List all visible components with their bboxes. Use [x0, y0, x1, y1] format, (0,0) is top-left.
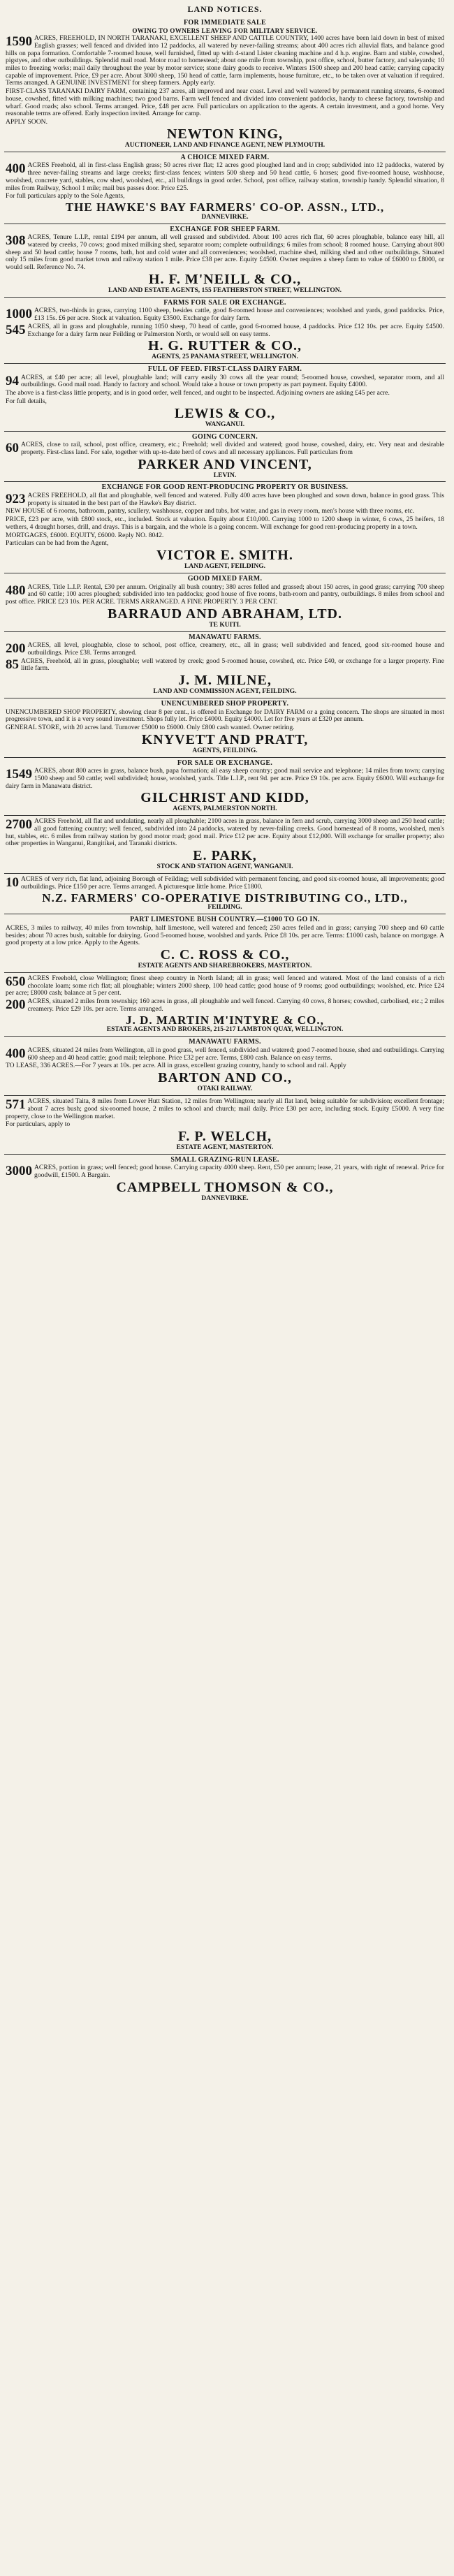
advertiser-address: AGENTS, FEILDING.: [192, 747, 258, 754]
notice-hg-rutter: [4, 298, 446, 364]
paragraph-text: ACRES Freehold, all in first-class English grass; 50 acres river flat; 12 acres good ploughed land and in crop; subdivided into 12 paddocks, watered by three never-failing streams and large creeks; first-class fences; winters 500 sheep and 50 head cattle, 6 horses; good five-roomed house, washhouse, woolshed, concrete yard, stables, cow shed, woolshed, etc., all buildings in good order. School, post office, railway station, township handy. Splendid situation, 8 miles from Railway, School 1 mile; mail bus passes door. Price £25.: [6, 161, 444, 192]
paragraph-text: For particulars, apply to: [6, 1120, 71, 1129]
notice-paragraph: [6, 1121, 444, 1129]
paragraph-text: ACRES Freehold, all flat and undulating, nearly all ploughable; 2100 acres in grass, balance in fern and scrub, carrying 3000 sheep and 250 head cattle; all good fattening country; well fenced, subdivided into 24 paddocks, watered by never-failing creeks. Good homestead of 8 rooms, woolshed, men's hut, stables, etc. 6 miles from railway station by good motor road; good mail. Price £12 per acre. Equity about £12,000. Will exchange for smaller property; also other properties in Wanganui, Rangitikei, and Taranaki districts.: [6, 817, 444, 848]
notices-list: [4, 17, 446, 1205]
paragraph-text: ACRES, situated Taita, 8 miles from Lower Hutt Station, 12 miles from Wellington; nearly all flat land, being suitable for subdivision; excellent frontage; about 7 acres bush; good six-roomed house, 2 miles to school and church; mail daily. Price £30 per acre, including stock. Equity £5000. A very fine property, close to the Wellington market.: [6, 1097, 444, 1120]
advertiser-address: ESTATE AGENTS AND SHAREBROKERS, MASTERTON.: [138, 963, 312, 970]
paragraph-text: PRICE, £23 per acre, with £800 stock, etc., included. Stock at valuation. Equity about £10,000. Carrying 1000 to 1200 sheep in winter, 6 cows, 25 heifers, 18 wethers, 4 draught horses, drill, and drays. This is a bargain, and the whole is a going concern. Will exchange for good rent-producing property in a town.: [6, 515, 444, 531]
notice-heading: PART LIMESTONE BUSH COUNTRY.—£1000 TO GO IN.: [130, 916, 320, 924]
advertiser-name: PARKER AND VINCENT,: [138, 456, 312, 472]
advertiser-name: NEWTON KING,: [166, 126, 284, 142]
notice-paragraph: [6, 390, 444, 397]
advertiser-name: J. M. MILNE,: [178, 673, 272, 689]
paragraph-text: ACRES of very rich, flat land, adjoining Borough of Feilding; well subdivided with permanent fencing, and good six-roomed house, all improvements; good outbuildings. Price £150 per acre. Terms arranged. A picturesque little home. Price £1800.: [21, 875, 444, 891]
advertiser-address: AGENTS, PALMERSTON NORTH.: [173, 805, 277, 813]
notice-heading: UNENCUMBERED SHOP PROPERTY.: [161, 700, 289, 708]
advertiser-name: H. G. RUTTER & CO.,: [147, 338, 302, 354]
paragraph-text: ACRES, situated 2 miles from township; 160 acres in grass, all ploughable and well fenced. Carrying 40 cows, 8 horses; cowshed, carbolised, etc.; 2 miles creamery. Price £29 10s. per acre. Terms arranged.: [27, 997, 444, 1013]
advertiser-name: CAMPBELL THOMSON & CO.,: [116, 1179, 334, 1195]
notice-barton-co: [4, 1037, 446, 1096]
notice-hf-mneill: [4, 224, 446, 298]
notice-hawkes-bay-farmers: [4, 152, 446, 224]
advertiser-address: OTAKI RAILWAY.: [197, 1085, 253, 1093]
notice-paragraph: [6, 975, 444, 997]
notice-paragraph: [6, 1062, 444, 1070]
advertiser-name: GILCHRIST AND KIDD,: [140, 790, 309, 806]
paragraph-text: For full particulars apply to the Sole Agents,: [6, 192, 125, 200]
notice-barraud-abraham: [4, 573, 446, 632]
paragraph-text: ACRES, close to rail, school, post office, creamery, etc.; Freehold; well divided and watered; good house, cowshed, dairy, etc. Very neat and desirable property. First-class land. For sale, together with up-to-date herd of cows and all necessary appliances. Full particulars from: [21, 441, 444, 456]
advertiser-name: C. C. ROSS & CO.,: [160, 947, 290, 963]
acreage-figure: 923: [6, 491, 26, 506]
acreage-figure: 85: [6, 657, 19, 672]
advertiser-name: N.Z. FARMERS' CO-OPERATIVE DISTRIBUTING CO., LTD.,: [42, 891, 408, 905]
notice-paragraph: [6, 642, 444, 657]
acreage-figure: 60: [6, 441, 19, 456]
acreage-figure: 480: [6, 583, 26, 598]
notice-fp-welch: [4, 1096, 446, 1155]
paragraph-text: ACRES, FREEHOLD, IN NORTH TARANAKI, EXCELLENT SHEEP AND CATTLE COUNTRY, 1400 acres have been laid down in best of mixed English grasses; well fenced and divided into 12 paddocks, all watered by never-failing streams; about 400 acres rich alluvial flats, and balance good hills on papa formation. Comfortable 7-roomed house, well furnished, fitted up with 4-stand Lister cleaning machine and 4 h.p. engine. Barn and stable, cowshed, pigstyes, and other outbuildings. Splendid mail road. Motor road to homestead; about one mile from township, post office, school, butter factory, and saleyards; 10 miles to freezing works; mail daily throughout the year by motor service; stone dairy goods to receive. Winters 1500 sheep and 200 head cattle; carrying capacity capable of improvement. Price, £9 per acre. About 3000 sheep, 150 head of cattle, farm implements, house furniture, etc., to be taken over at valuation if required. Terms arranged. A GENUINE INVESTMENT for sheep farmers. Apply early.: [6, 34, 444, 87]
notice-paragraph: [6, 709, 444, 724]
paragraph-text: ACRES, 3 miles to railway, 40 miles from township, half limestone, well watered and fenced; 250 acres felled and in grass; carrying 700 sheep and 60 cattle besides; about 70 acres bush, suitable for dairying. Good 5-roomed house, woolshed and yards. Price £8 10s. per acre. Terms: £1000 cash, balance on mortgage. A good property at a low price. Apply to the Agents.: [6, 923, 444, 947]
advertiser-name: BARRAUD AND ABRAHAM, LTD.: [108, 606, 342, 622]
notice-heading: EXCHANGE FOR SHEEP FARM.: [170, 225, 280, 233]
notice-heading: EXCHANGE FOR GOOD RENT-PRODUCING PROPERTY OR BUSINESS.: [101, 483, 349, 492]
advertiser-name: BARTON AND CO.,: [158, 1070, 292, 1086]
paragraph-text: ACRES, about 800 acres in grass, balance bush, papa formation; all easy sheep country; good mail service and telephone; 14 miles from town; carrying 1500 sheep and 50 cattle; well subdivided; house, woolshed, yards. Title L.I.P., rent 9d. per acre. Price £9 10s. per acre. Equity £6000. Will exchange for dairy farm in Manawatu district.: [6, 767, 444, 790]
notice-e-park: [4, 816, 446, 874]
notice-paragraph: [6, 35, 444, 87]
notice-paragraph: [6, 1098, 444, 1120]
acreage-figure: 400: [6, 161, 26, 177]
notice-heading: FOR IMMEDIATE SALE: [183, 19, 266, 27]
advertiser-address: STOCK AND STATION AGENT, WANGANUI.: [156, 863, 293, 871]
notice-heading: FOR SALE OR EXCHANGE.: [177, 759, 273, 767]
notice-paragraph: [6, 768, 444, 790]
notice-paragraph: [6, 193, 444, 200]
newspaper-column: [4, 3, 446, 2573]
advertiser-name: LEWIS & CO.,: [174, 405, 276, 421]
advertiser-address: LAND AND COMMISSION AGENT, FEILDING.: [153, 688, 297, 696]
acreage-figure: 545: [6, 322, 26, 337]
acreage-figure: 200: [6, 641, 26, 657]
notice-paragraph: [6, 658, 444, 673]
notice-j-m-milne: [4, 632, 446, 698]
notice-paragraph: [6, 724, 444, 732]
acreage-figure: 650: [6, 974, 26, 989]
notice-paragraph: [6, 1164, 444, 1179]
advertiser-address: ESTATE AGENT, MASTERTON.: [176, 1143, 274, 1151]
section-masthead: LAND NOTICES.: [187, 4, 263, 14]
notice-paragraph: [6, 876, 444, 891]
acreage-figure: 1549: [6, 767, 32, 782]
notice-paragraph: [6, 323, 444, 338]
advertiser-name: VICTOR E. SMITH.: [156, 548, 293, 564]
acreage-figure: 94: [6, 373, 19, 388]
notice-paragraph: [6, 516, 444, 531]
notice-heading: SMALL GRAZING-RUN LEASE.: [170, 1155, 279, 1164]
notice-paragraph: [6, 925, 444, 947]
notice-heading: A CHOICE MIXED FARM.: [180, 153, 270, 161]
notice-paragraph: [6, 584, 444, 606]
acreage-figure: 1000: [6, 307, 32, 322]
notice-paragraph: [6, 88, 444, 118]
notice-newton-king: [4, 17, 446, 152]
paragraph-text: MORTGAGES, £6000. EQUITY, £6000. Reply NO. 8042.: [6, 531, 164, 539]
acreage-figure: 10: [6, 875, 19, 891]
notice-parker-vincent: [4, 432, 446, 483]
advertiser-name: KNYVETT AND PRATT,: [141, 731, 309, 747]
notice-paragraph: [6, 162, 444, 192]
notice-heading: FARMS FOR SALE OR EXCHANGE.: [163, 298, 286, 307]
advertiser-name: F. P. WELCH,: [177, 1128, 272, 1144]
notice-victor-smith: [4, 482, 446, 573]
notice-knyvett-pratt: [4, 698, 446, 758]
advertiser-address: ESTATE AGENTS AND BROKERS, 215-217 LAMBTON QUAY, WELLINGTON.: [106, 1026, 344, 1034]
paragraph-text: ACRES Freehold, close Wellington; finest sheep country in North Island; all in grass; well fenced and watered. Most of the land consists of a rich chocolate loam; some rich flat; all ploughable; winters 2000 sheep, 100 head cattle; good house of 9 rooms; good outbuildings; woolshed, etc. Price £24 per acre; £8000 cash; balance at 5 per cent.: [6, 974, 444, 997]
notice-heading: OWING TO OWNERS LEAVING FOR MILITARY SERVICE.: [132, 27, 318, 34]
notice-jd-martin-mintyre: [4, 973, 446, 1037]
paragraph-text: GENERAL STORE, with 20 acres land. Turnover £5000 to £6000. Only £800 cash wanted. Owner retiring.: [6, 723, 295, 731]
paragraph-text: TO LEASE, 336 ACRES.—For 7 years at 10s. per acre. All in grass, excellent grazing country, handy to school and rail. Apply: [6, 1062, 346, 1070]
advertiser-address: WANGANUI.: [205, 420, 245, 428]
paragraph-text: ACRES, Tenure L.I.P., rental £194 per annum, all well grassed and subdivided. About 100 acres rich flat, 60 acres ploughable, balance easy hill, all watered by creeks, 70 cows; good mixed milking shed, separator room; complete outbuildings; 6 miles from school; 8 roomed house. Carrying about 800 sheep and 50 head cattle; house 7 rooms, bath, hot and cold water and all conveniences; woolshed, machine shed, milking shed and other outbuildings. Situated only 15 miles from good market town and railway station 1 mile. Price £38 per acre. Equity £4500. Owner requires a sheep farm to value of £6000 to £8000, or would sell. Reference No. 74.: [6, 233, 444, 272]
notice-campbell-thomson: [4, 1155, 446, 1205]
advertiser-name: THE HAWKE'S BAY FARMERS' CO-OP. ASSN., LTD.,: [65, 200, 385, 214]
acreage-figure: 3000: [6, 1164, 32, 1179]
advertiser-address: AUCTIONEER, LAND AND FINANCE AGENT, NEW PLYMOUTH.: [124, 141, 325, 149]
advertiser-address: DANNEVIRKE.: [201, 213, 249, 221]
acreage-figure: 2700: [6, 817, 32, 833]
advertiser-address: AGENTS, 25 PANAMA STREET, WELLINGTON.: [152, 353, 298, 361]
paragraph-text: ACRES, at £40 per acre; all level, ploughable land; will carry easily 30 cows all the year round; 5-roomed house, cowshed, separator room, and all outbuildings. Good mail road. Handy to factory and school. Would take a house or town property as part payment. Equity £4000.: [21, 373, 444, 389]
paragraph-text: ACRES, all level, ploughable, close to school, post office, creamery, etc., all in grass; well subdivided and fenced, good six-roomed house and outbuildings. Price £38. Terms arranged.: [27, 641, 444, 657]
notice-heading: MANAWATU FARMS.: [189, 1038, 261, 1046]
paragraph-text: ACRES FREEHOLD, all flat and ploughable, well fenced and watered. Fully 400 acres have been ploughed and sown down, balance in good grass. This property is situated in the best part of the Hawke's Bay district.: [27, 491, 444, 507]
notice-paragraph: [6, 307, 444, 322]
notice-paragraph: [6, 818, 444, 848]
paragraph-text: ACRES, Title L.I.P. Rental, £30 per annum. Originally all bush country; 380 acres felled and grassed; about 150 acres, in good grass; carrying 700 sheep and 60 cattle; 100 acres ploughed; subdivided into ten paddocks; good house of five rooms, bath-room and pantry, outbuildings. 8 miles from school and post office. PRICE £23 10s. PER ACRE. TERMS ARRANGED. A FINE PROPERTY. 3 PER CENT.: [6, 583, 444, 606]
paragraph-text: ACRES, all in grass and ploughable, running 1050 sheep, 70 head of cattle, good 6-roomed house, 4 paddocks. Price £12 10s. per acre. Equity £4500. Exchange for a dairy farm near Feilding or Palmerston North, or would sell on easy terms.: [27, 322, 444, 338]
advertiser-address: LAND AGENT, FEILDING.: [184, 563, 265, 571]
notice-gilchrist-kidd: [4, 758, 446, 817]
notice-heading: GOING CONCERN.: [191, 432, 258, 441]
advertiser-address: LAND AND ESTATE AGENTS, 155 FEATHERSTON STREET, WELLINGTON.: [108, 286, 342, 294]
paragraph-text: UNENCUMBERED SHOP PROPERTY, showing clear 8 per cent., is offered in Exchange for DAIRY FARM or a going concern. The shops are situated in most progressive town, and it is a very sound investment. Shops fully let. Price £4000. Equity £4000. Let for five years at £320 per annum.: [6, 708, 444, 724]
notice-heading: GOOD MIXED FARM.: [187, 575, 263, 583]
paragraph-text: NEW HOUSE of 6 rooms, bathroom, pantry, scullery, washhouse, copper and tubs, hot water, and gas in every room, men's house with three rooms, etc.: [6, 507, 415, 515]
advertiser-address: DANNEVIRKE.: [201, 1194, 249, 1202]
notice-paragraph: [6, 234, 444, 272]
paragraph-text: For full details,: [6, 397, 47, 405]
notice-heading: MANAWATU FARMS.: [189, 633, 261, 641]
notice-paragraph: [6, 441, 444, 456]
paragraph-text: ACRES, situated 24 miles from Wellington, all in good grass, well fenced, subdivided and watered; good 7-roomed house, shed and outbuildings. Carrying 600 sheep and 40 head cattle; good mail; telephone. Price £32 per acre. Terms, £800 cash. Balance on easy terms.: [27, 1046, 444, 1062]
acreage-figure: 308: [6, 233, 26, 249]
advertiser-name: E. PARK,: [193, 848, 257, 864]
notice-paragraph: [6, 540, 444, 548]
paragraph-text: FIRST-CLASS TARANAKI DAIRY FARM, containing 237 acres, all improved and near coast. Level and well watered by permanent running streams, 6-roomed house, cowshed, fitted with milking machines; two good barns. Farm well fenced and divided into convenient paddocks, handy to cheese factory, township and wharf. Good roads; also school. Terms arranged. Price, £48 per acre. Full particulars on application to the agents. A certain investment, and a good home. Very reasonable terms are offered. Early inspection invited. Arrange for camp.: [6, 87, 444, 118]
notice-lewis-co: [4, 364, 446, 431]
notice-paragraph: [6, 374, 444, 389]
notice-paragraph: [6, 998, 444, 1013]
notice-paragraph: [6, 119, 444, 126]
acreage-figure: 571: [6, 1097, 26, 1113]
notice-nz-farmers-coop: [4, 874, 446, 914]
acreage-figure: 200: [6, 997, 26, 1013]
paragraph-text: The above is a first-class little property, and is in good order, well fenced, and ought to be inspected. Adjoining owners are asking £45 per acre.: [6, 389, 390, 397]
notice-heading: FULL OF FEED. FIRST-CLASS DAIRY FARM.: [147, 365, 302, 374]
advertiser-name: H. F. M'NEILL & CO.,: [148, 271, 302, 287]
advertiser-name: J. D. MARTIN M'INTYRE & CO.,: [126, 1013, 324, 1027]
paragraph-text: APPLY SOON.: [6, 118, 47, 126]
acreage-figure: 400: [6, 1046, 26, 1061]
notice-paragraph: [6, 532, 444, 540]
notice-cc-ross: [4, 914, 446, 973]
advertiser-address: LEVIN.: [213, 471, 237, 479]
paragraph-text: ACRES, Freehold, all in grass, ploughable; well watered by creek; good 5-roomed house, cowshed, etc. Price £40, or exchange for a larger property. Fine little farm.: [21, 657, 444, 673]
paragraph-text: ACRES, two-thirds in grass, carrying 1100 sheep, besides cattle, good 8-roomed house and conveniences; woolshed and yards, good paddocks. Price, £13 15s. £6 per acre. Stock at valuation. Equity £3500. Exchange for dairy farm.: [34, 307, 444, 323]
notice-paragraph: [6, 492, 444, 507]
acreage-figure: 1590: [6, 34, 32, 50]
advertiser-address: FEILDING.: [207, 904, 242, 912]
notice-paragraph: [6, 398, 444, 406]
advertiser-address: TE KUITI.: [209, 621, 241, 629]
paragraph-text: ACRES, portion in grass; well fenced; good house. Carrying capacity 4000 sheep. Rent, £50 per annum; lease, 21 years, with right of renewal. Price for goodwill, £1500. A Bargain.: [34, 1164, 444, 1180]
notice-paragraph: [6, 1047, 444, 1062]
paragraph-text: Particulars can be had from the Agent,: [6, 539, 109, 548]
notice-paragraph: [6, 508, 444, 515]
